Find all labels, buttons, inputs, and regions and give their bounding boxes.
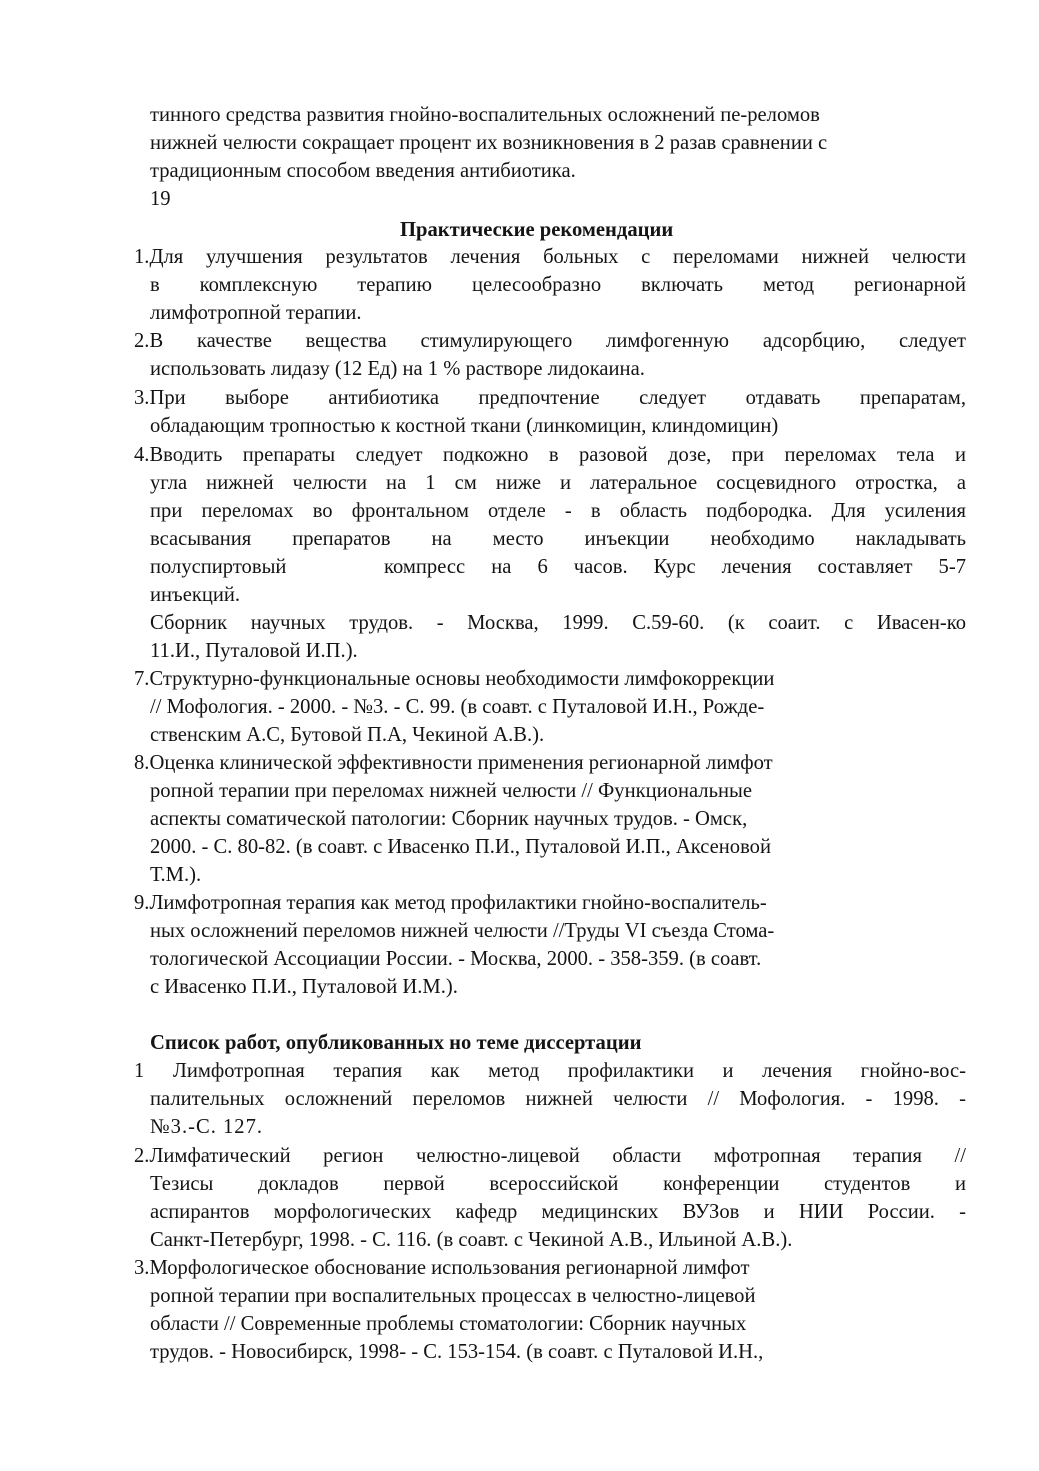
reference-line: 7.Структурно-функциональные основы необходимости лимфокоррекции [134, 668, 775, 690]
publication-line: Санкт-Петербург, 1998. - С. 116. (в соавт. с Чекиной А.В., Ильиной А.В.). [150, 1229, 793, 1251]
reference-line: Т.М.). [150, 864, 202, 886]
reference-line: аспекты соматической патологии: Сборник научных трудов. - Омск, [150, 808, 748, 830]
reference-line: ственским А.С, Бутовой П.А, Чекиной А.В.). [150, 724, 545, 746]
intro-line: тинного средства развития гнойно-воспалительных осложнений пе-реломов [150, 104, 820, 126]
recommendation-line: 2.В качестве вещества стимулирующего лимфогенную адсорбцию, следует [134, 330, 966, 352]
publication-line: области // Современные проблемы стоматологии: Сборник научных [150, 1313, 747, 1335]
recommendation-line: полуспиртовый [150, 556, 287, 578]
intro-line: нижней челюсти сокращает процент их возникновения в 2 разав сравнении с [150, 132, 828, 154]
recommendation-line: 3.При выборе антибиотика предпочтение следует отдавать препаратам, [134, 387, 966, 409]
intro-line: традиционным способом введения антибиотика. [150, 160, 576, 182]
publication-line: ропной терапии при воспалительных процессах в челюстно-лицевой [150, 1285, 756, 1307]
reference-fragment-line: Сборник научных трудов. - Москва, 1999. С.59-60. (к соаит. с Ивасен-ко [150, 612, 966, 634]
reference-line: 9.Лимфотропная терапия как метод профилактики гнойно-воспалитель- [134, 892, 767, 914]
recommendation-line: угла нижней челюсти на 1 см ниже и латеральное сосцевидного отростка, а [150, 472, 966, 494]
publication-line: трудов. - Новосибирск, 1998- - С. 153-154. (в соавт. с Путаловой И.Н., [150, 1341, 764, 1363]
recommendation-line: при переломах во фронтальном отделе - в область подбородка. Для усиления [150, 500, 966, 522]
recommendation-line: лимфотропной терапии. [150, 302, 362, 324]
publication-line: палительных осложнений переломов нижней челюсти // Мофология. - 1998. - [150, 1088, 966, 1110]
reference-line: 8.Оценка клинической эффективности применения регионарной лимфот [134, 752, 773, 774]
recommendation-line: инъекций. [150, 584, 241, 606]
reference-line: тологической Ассоциации России. - Москва, 2000. - 358-359. (в соавт. [150, 948, 762, 970]
publication-line: 1 Лимфотропная терапия как метод профилактики и лечения гнойно-вос- [134, 1060, 966, 1082]
recommendation-line: обладающим тропностью к костной ткани (линкомицин, клиндомицин) [150, 415, 779, 437]
recommendation-line: всасывания препаратов на место инъекции необходимо накладывать [150, 528, 966, 550]
publication-line: 2.Лимфатический регион челюстно-лицевой области мфотропная терапия // [134, 1145, 966, 1167]
recommendation-line: 1.Для улучшения результатов лечения больных с переломами нижней челюсти [134, 246, 966, 268]
publication-line: аспирантов морфологических кафедр медицинских ВУЗов и НИИ России. - [150, 1201, 966, 1223]
reference-line: с Ивасенко П.И., Путаловой И.М.). [150, 976, 458, 998]
section-heading: Практические рекомендации [400, 219, 674, 241]
recommendation-line: использовать лидазу (12 Ед) на 1 % растворе лидокаина. [150, 358, 645, 380]
publication-line: 3.Морфологическое обоснование использования регионарной лимфот [134, 1257, 750, 1279]
page-number: 19 [150, 188, 171, 210]
reference-line: // Мофология. - 2000. - №3. - С. 99. (в соавт. с Путаловой И.Н., Рожде- [150, 696, 765, 718]
reference-fragment-line: 11.И., Путаловой И.П.). [150, 640, 358, 662]
publication-line: №3.-С. 127. [150, 1116, 264, 1138]
recommendation-line: в комплексную терапию целесообразно включать метод регионарной [150, 274, 966, 296]
reference-line: 2000. - С. 80-82. (в соавт. с Ивасенко П.И., Путаловой И.П., Аксеновой [150, 836, 771, 858]
recommendation-line: компресс на 6 часов. Курс лечения составляет 5-7 [384, 556, 966, 578]
reference-line: ных осложнений переломов нижней челюсти //Труды VI съезда Стома- [150, 920, 775, 942]
publication-line: Тезисы докладов первой всероссийской конференции студентов и [150, 1173, 966, 1195]
reference-line: ропной терапии при переломах нижней челюсти // Функциональные [150, 780, 752, 802]
section-heading: Список работ, опубликованных но теме диссертации [150, 1032, 642, 1054]
recommendation-line: 4.Вводить препараты следует подкожно в разовой дозе, при переломах тела и [134, 444, 966, 466]
